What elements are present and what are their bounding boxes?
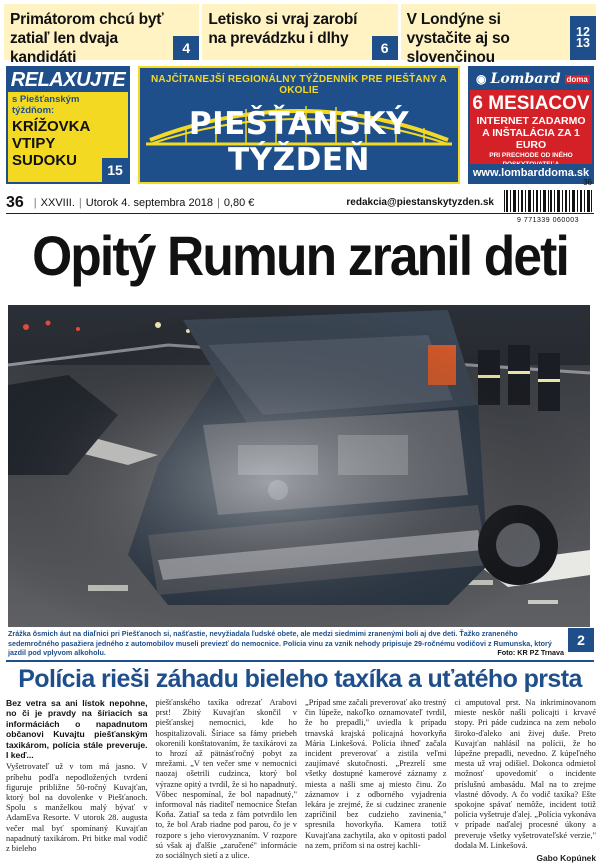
- teaser-page-top: 12: [576, 25, 590, 39]
- photo-credit: Foto: KR PZ Trnava: [497, 648, 564, 657]
- photo-caption: [8, 629, 564, 658]
- teaser-text: Primátorom chcú byť zatiaľ len dvaja kandidáti: [10, 11, 164, 66]
- teaser-page-bottom: 13: [576, 36, 590, 50]
- article-paragraph: Vyšetrovateľ už v tom má jasno. V príbehu podľa nepodložených tvrdení figuruje približne 50-ročný Kuvajťan, ktorý bol na dovolenke v Piešťanoch. Spolu s manželkou malý bývať v AdamEva Resorte. V utorok 28. augusta večer mal byť spomínaný Kuvajťan napadnutý taxikárom. Pri bitke mal vodič z bieleho: [6, 762, 148, 854]
- issue-bar: [6, 178, 594, 224]
- article-author: Gabo Kopúnek: [536, 853, 596, 863]
- article-headline[interactable]: Polícia rieši záhadu bieleho taxíka a uťatého prsta: [6, 660, 594, 696]
- relax-item-jokes: VTIPY: [12, 135, 56, 152]
- teaser-page-number: [570, 16, 596, 60]
- ad-line-installation: A INŠTALÁCIA ZA 1 EURO: [482, 127, 580, 151]
- ad-line-internet: INTERNET ZADARMO: [476, 115, 586, 127]
- article-column-4: [454, 698, 597, 863]
- teaser-strip: [4, 4, 596, 66]
- separator: |: [216, 196, 220, 209]
- teaser-london[interactable]: [401, 4, 596, 66]
- relax-title: RELAXUJTE: [8, 68, 128, 92]
- relax-item-sudoku: SUDOKU: [12, 152, 78, 169]
- photo-caption-text: Zrážka ôsmich áut na diaľnici pri Piešťanoch si, našťastie, nevyžiadala ľudské obete, ale medzi siedmimi zranenými boli aj dve deti. Ťažko zraneného sedemročného pasažiera jedného z automobilov museli previezť do nemocnice. Polícia vinu za vznik nehody pripisuje 29-ročnému vodičovi z Rumunska, ktorý jazdil pod vplyvom alkoholu.: [8, 629, 552, 657]
- teaser-text: Letisko si vraj zarobí na prevádzku i dlhy: [208, 11, 358, 47]
- separator: |: [33, 196, 37, 209]
- photo-page-number: 2: [568, 628, 594, 652]
- crash-photo-image: [8, 305, 590, 627]
- masthead: [138, 66, 460, 184]
- lombard-advertisement[interactable]: [468, 66, 594, 184]
- article-column-3: [305, 698, 447, 850]
- relax-page-number: 15: [102, 158, 128, 182]
- ad-line-provider: PRI PRECHODE OD INÉHO: [489, 152, 573, 159]
- separator: |: [78, 196, 82, 209]
- teaser-mayor-candidates[interactable]: [4, 4, 199, 66]
- barcode-icon: [502, 190, 594, 212]
- relax-item-crossword: KRÍŽOVKA: [12, 118, 91, 135]
- issue-number: 36: [6, 193, 24, 211]
- relax-box[interactable]: [6, 66, 130, 184]
- barcode-digits: 9 771339 060003: [517, 217, 579, 224]
- teaser-page-number: 6: [372, 36, 398, 60]
- masthead-title: PIEŠŤANSKÝ TÝŽDEŇ: [188, 106, 410, 178]
- ad-brand: [470, 68, 592, 90]
- article-body: [6, 698, 596, 863]
- ad-brand-suffix: doma: [566, 74, 588, 84]
- barcode-issue-number: 36: [583, 178, 592, 187]
- article-column-1: [6, 698, 148, 854]
- teaser-airport[interactable]: [202, 4, 397, 60]
- main-headline[interactable]: Opitý Rumun zranil deti: [32, 224, 568, 287]
- issue-volume: XXVIII.: [40, 196, 75, 209]
- ad-months: 6 MESIACOV: [472, 93, 590, 114]
- ad-brand-name: Lombard: [490, 71, 561, 87]
- article-paragraph: piešťanského taxíka odrezať Arabovi prst! Zbitý Kuvajťan skončil v piešťanskej nemocnici, kde ho hospitalizovali. Šíriace sa fámy priebeh okorenili konštatovaním, že taxikárovi za to hrozí až pätnásťročný pobyt za mrežami. „V ten večer sme v nemocnici naozaj ošetrili cudzinca, ktorý bol výrazne opitý a tvrdil, že si ho napadnutý. Vôbec nespomínal, že bol napadnutý," informoval nás riaditeľ nemocnice Štefan Koňa. Zatiaľ sa teda z fám potvrdilo len to, že bol Arab riadne pod parou, čo je v rozpore s jeho vierovyznaním. V rozpore sú však aj ďalšie „zaručené" informácie zo sociálnych sietí a z ulice.: [155, 698, 297, 861]
- crash-photo[interactable]: [8, 305, 590, 627]
- barcode: [502, 178, 594, 224]
- editorial-email-link[interactable]: redakcia@piestanskytyzden.sk: [346, 197, 494, 208]
- masthead-tagline: NAJČÍTANEJŠÍ REGIONÁLNY TÝŽDENNÍK PRE PIEŠŤANY A OKOLIE: [151, 74, 447, 96]
- article-paragraph: „Prípad sme začali preverovať ako trestný čin lúpeže, nakoľko oznamovateľ tvrdil, že ho prepadli," uviedla k prípadu trnavská krajská policajná hovorkyňa Mária Linkešová. Polícia ihneď začala incident preverovať a zistila veľmi zaujímavé skutočnosti. „Prezrelí sme všetky dostupné kamerové záznamy z miesta a našli sme aj miesto činu. Zo záznamov i z odborného vyjadrenia lekára je zrejmé, že si cudzinec zranenie zapríčinil bez cudzieho zavinenia," spresnila hovorkyňa. Kamera totiž Kuvajťana zachytila, ako v opitosti padol na zem, pričom si na ostrej kachli-: [305, 698, 447, 850]
- teaser-page-number: 4: [173, 36, 199, 60]
- issue-date: Utorok 4. septembra 2018: [85, 196, 213, 209]
- article-paragraph: ci amputoval prst. Na inkriminovanom mieste neskôr našli policajti i krvavé stopy. Pri páde cudzinca na zem nebolo široko-ďaleko ani živej duše. Preto Kuvajťan nahlásil na polícii, že ho lúpežne prepadli, nevedno. Z kúpeľného mesta už vraj odišiel. Dokonca odmietol možnosť upovedomiť o incidente príslušnú ambasádu. Mal na to zrejme vlastné dôvody. A čo vodič taxíka? Ešte spokojne spávať nemôže, incident totiž polícia vyšetruje ďalej. „Polícia vykonáva v prípade naďalej procesné úkony a preveruje všetky vyšetrovateľské verzie," dodala M. Linkešová.: [454, 698, 596, 850]
- teaser-text: V Londýne si vystačite aj so slovenčinou: [406, 11, 510, 66]
- issue-price: 0,80 €: [223, 196, 255, 209]
- article-lead: Bez vetra sa ani lístok nepohne, no či je pravdy na šíriacich sa informáciách o napadnutom občanovi Kuvajtu piešťanským taxikárom, polícia stále preveruje. I keď...: [6, 698, 148, 761]
- relax-subtitle: s Piešťanským týždňom:: [12, 94, 80, 116]
- article-column-2: [155, 698, 298, 861]
- lombard-logo-icon: ◉: [476, 72, 487, 86]
- ad-website-link[interactable]: www.lombarddoma.sk: [470, 164, 592, 182]
